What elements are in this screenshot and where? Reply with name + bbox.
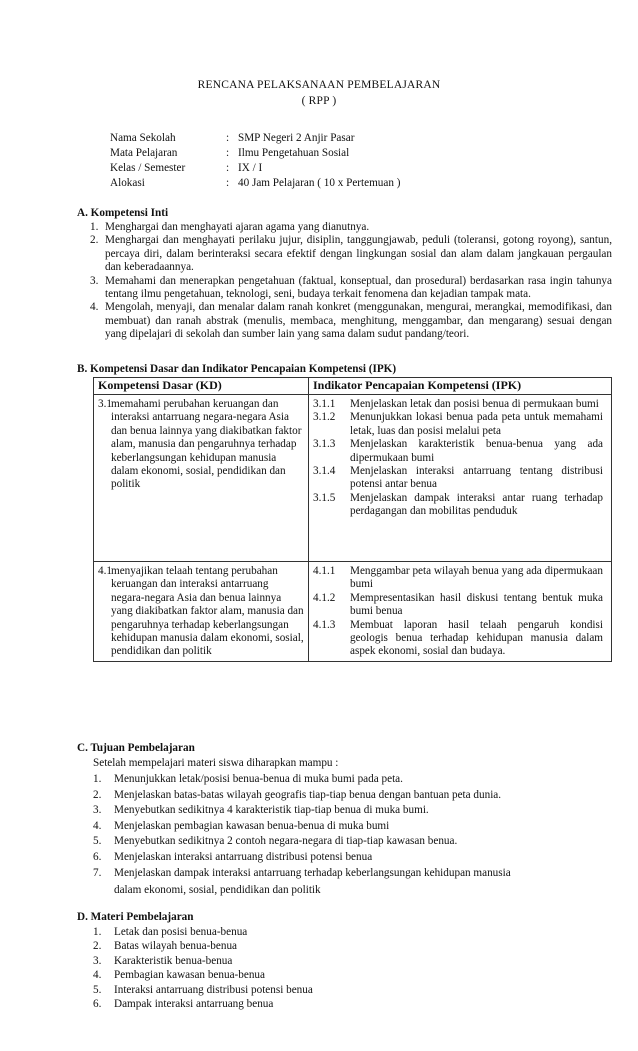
kd-text: memahami perubahan keruangan dan interaksi antarruang negara-negara Asia dan benua lainnya yang diakibatkan faktor alam, manusia dan pengaruhnya terhadap keberlangsungan kehidupan manusia dalam ekonomi, sosial, pendidikan dan politik xyxy=(111,398,302,491)
ipk-cell xyxy=(309,395,612,562)
ipk-number: 3.1.2 xyxy=(313,411,336,424)
list-item xyxy=(93,789,511,805)
item-number: 4. xyxy=(93,819,102,832)
list-item xyxy=(93,998,313,1012)
kd-cell xyxy=(94,395,309,562)
section-d-heading: D. Materi Pembelajaran xyxy=(77,911,194,923)
ipk-item xyxy=(313,398,603,411)
item-text: Batas wilayah benua-benua xyxy=(114,940,238,953)
ipk-number: 3.1.4 xyxy=(313,465,336,478)
ipk-text: Menjelaskan dampak interaksi antar ruang terhadap perdagangan dan mobilitas penduduk xyxy=(350,491,603,518)
objectives-intro: Setelah mempelajari materi siswa diharapkan mampu : xyxy=(93,757,339,769)
item-number: 1. xyxy=(93,926,102,938)
table-row xyxy=(94,395,612,562)
ipk-item xyxy=(313,438,603,465)
item-number: 5. xyxy=(93,835,102,848)
ipk-number: 4.1.1 xyxy=(313,565,336,577)
list-item xyxy=(93,820,511,836)
ipk-item xyxy=(313,619,603,659)
column-header-kd: Kompetensi Dasar (KD) xyxy=(94,378,309,395)
info-key: Kelas / Semester xyxy=(110,162,186,174)
info-key: Mata Pelajaran xyxy=(110,147,178,159)
page-title: RENCANA PELAKSANAAN PEMBELAJARAN xyxy=(197,79,441,91)
item-text: Menjelaskan interaksi antarruang distribusi potensi benua xyxy=(114,850,373,863)
materials-list xyxy=(93,926,313,1012)
item-text: Dampak interaksi antarruang benua xyxy=(114,997,274,1010)
item-text: Menghargai dan menghayati ajaran agama yang dianutnya. xyxy=(105,221,370,233)
core-competence-list xyxy=(90,221,612,342)
item-text: Letak dan posisi benua-benua xyxy=(114,926,248,938)
item-text: Menjelaskan dampak interaksi antarruang terhadap keberlangsungan kehidupan manusia xyxy=(114,866,511,879)
ipk-number: 4.1.2 xyxy=(313,591,336,604)
ipk-item xyxy=(313,592,603,619)
list-item xyxy=(93,804,511,820)
info-value: SMP Negeri 2 Anjir Pasar xyxy=(238,132,355,144)
item-text: Mengolah, menyaji, dan menalar dalam ranah konkret (menggunakan, mengurai, merangkai, memodifikasi, dan membuat) dan ranah abstrak (menulis, membaca, menghitung, menggambar, dan mengarang) sesuai dengan yang dipelajari di sekolah dan sumber lain yang sama dalam sudut pandang/teori. xyxy=(105,301,612,341)
info-value: 40 Jam Pelajaran ( 10 x Pertemuan ) xyxy=(238,177,401,189)
item-number: 5. xyxy=(93,983,102,996)
ipk-text: Menjelaskan letak dan posisi benua di permukaan bumi xyxy=(350,398,599,410)
ipk-cell xyxy=(309,562,612,662)
list-item xyxy=(93,867,511,883)
item-text: Menjelaskan pembagian kawasan benua-benua di muka bumi xyxy=(114,819,390,832)
list-item xyxy=(90,234,612,274)
info-value: IX / I xyxy=(238,162,263,174)
competence-table xyxy=(93,377,612,662)
objectives-list xyxy=(93,773,511,882)
section-a-heading: A. Kompetensi Inti xyxy=(77,207,169,219)
list-item xyxy=(90,301,612,341)
item-number: 2. xyxy=(90,234,99,247)
info-key: Nama Sekolah xyxy=(110,132,176,144)
item-number: 1. xyxy=(93,773,102,785)
item-text: Menjelaskan batas-batas wilayah geografis tiap-tiap benua dengan bantuan peta dunia. xyxy=(114,788,502,801)
list-item xyxy=(90,221,612,234)
ipk-number: 4.1.3 xyxy=(313,618,336,631)
list-item xyxy=(93,955,313,969)
item-number: 3. xyxy=(93,804,102,817)
ipk-text: Menjelaskan interaksi antarruang tentang distribusi potensi antar benua xyxy=(350,465,603,491)
info-colon: : xyxy=(226,162,230,174)
ipk-item xyxy=(313,411,603,438)
info-value: Ilmu Pengetahuan Sosial xyxy=(238,147,350,159)
item-text: Menghargai dan menghayati perilaku jujur, disiplin, tanggungjawab, peduli (toleransi, gotong royong), santun, percaya diri, dalam berinteraksi secara efektif dengan lingkungan sosial dan alam dalam jangkauan pergaulan dan keberadaannya. xyxy=(105,234,612,274)
item-text: Memahami dan menerapkan pengetahuan (faktual, konseptual, dan prosedural) berdasarkan rasa ingin tahunya tentang ilmu pengetahuan, teknologi, seni, budaya terkait fenomena dan kejadian tampak mata. xyxy=(105,274,612,301)
objective-7-continuation: dalam ekonomi, sosial, pendidikan dan politik xyxy=(114,884,321,896)
item-number: 6. xyxy=(93,850,102,863)
ipk-item xyxy=(313,492,603,519)
item-number: 7. xyxy=(93,866,102,879)
list-item xyxy=(93,773,511,789)
kd-text-block xyxy=(98,398,304,492)
ipk-text: Mempresentasikan hasil diskusi tentang bentuk muka bumi benua xyxy=(350,591,603,618)
ipk-item xyxy=(313,565,603,592)
item-number: 4. xyxy=(90,301,99,314)
list-item xyxy=(90,275,612,302)
page-subtitle: ( RPP ) xyxy=(301,95,337,107)
kd-number: 4.1 xyxy=(98,565,112,577)
item-number: 2. xyxy=(93,940,102,953)
column-header-ipk: Indikator Pencapaian Kompetensi (IPK) xyxy=(309,378,612,395)
item-text: Pembagian kawasan benua-benua xyxy=(114,969,265,982)
item-text: Menyebutkan sedikitnya 2 contoh negara-negara di tiap-tiap kawasan benua. xyxy=(114,835,458,848)
ipk-number: 3.1.1 xyxy=(313,398,336,410)
item-number: 1. xyxy=(90,221,99,233)
list-item xyxy=(93,851,511,867)
ipk-text: Menggambar peta wilayah benua yang ada dipermukaan bumi xyxy=(350,565,603,591)
item-number: 6. xyxy=(93,997,102,1010)
item-number: 3. xyxy=(93,954,102,967)
kd-text-block xyxy=(98,565,304,659)
ipk-text: Membuat laporan hasil telaah pengaruh kondisi geologis benua terhadap kehidupan manusia dalam aspek ekonomi, sosial dan budaya. xyxy=(350,618,603,658)
item-number: 3. xyxy=(90,274,99,287)
kd-number: 3.1 xyxy=(98,398,112,410)
list-item xyxy=(93,940,313,954)
ipk-number: 3.1.5 xyxy=(313,491,336,504)
ipk-number: 3.1.3 xyxy=(313,438,336,451)
info-colon: : xyxy=(226,177,230,189)
list-item xyxy=(93,835,511,851)
section-c-heading: C. Tujuan Pembelajaran xyxy=(77,742,195,754)
ipk-item xyxy=(313,465,603,492)
item-text: Menunjukkan letak/posisi benua-benua di muka bumi pada peta. xyxy=(114,773,403,785)
kd-text: menyajikan telaah tentang perubahan keruangan dan interaksi antarruang negara-negara Asia dan benua lainnya yang diakibatkan faktor alam, manusia dan pengaruhnya terhadap keberlangsungan kehidupan manusia dalam ekonomi, sosial, pendidikan dan politik xyxy=(111,565,304,658)
item-text: Interaksi antarruang distribusi potensi benua xyxy=(114,983,313,996)
list-item xyxy=(93,926,313,940)
item-text: Menyebutkan sedikitnya 4 karakteristik tiap-tiap benua di muka bumi. xyxy=(114,804,429,817)
item-number: 2. xyxy=(93,788,102,801)
table-header-row xyxy=(94,378,612,395)
info-colon: : xyxy=(226,132,230,144)
info-key: Alokasi xyxy=(110,177,145,189)
item-number: 4. xyxy=(93,969,102,982)
table-row xyxy=(94,562,612,662)
ipk-text: Menjelaskan karakteristik benua-benua yang ada dipermukaan bumi xyxy=(350,438,603,464)
list-item xyxy=(93,984,313,998)
item-text: Karakteristik benua-benua xyxy=(114,954,233,967)
ipk-text: Menunjukkan lokasi benua pada peta untuk memahami letak, luas dan posisi melalui peta xyxy=(350,411,603,437)
kd-cell xyxy=(94,562,309,662)
section-b-heading: B. Kompetensi Dasar dan Indikator Pencapaian Kompetensi (IPK) xyxy=(77,363,397,375)
list-item xyxy=(93,969,313,983)
info-colon: : xyxy=(226,147,230,159)
